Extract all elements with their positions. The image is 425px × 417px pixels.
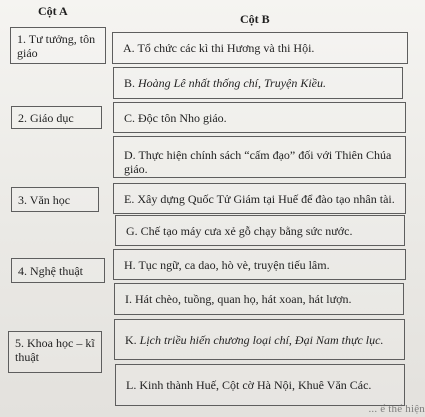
column-a-item-text: 2. Giáo dục xyxy=(18,110,74,125)
column-b-item-d xyxy=(113,136,406,178)
column-a-item-text: 4. Nghệ thuật xyxy=(18,263,83,278)
column-b-item-text: B. Hoàng Lê nhất thống chí, Truyện Kiều. xyxy=(124,76,327,90)
column-b-item-i xyxy=(114,283,404,315)
column-b-heading: Cột B xyxy=(240,12,270,26)
column-a-item-text: 3. Văn học xyxy=(18,192,71,207)
column-a-heading: Cột A xyxy=(38,4,68,18)
column-a-item-text: 5. Khoa học – kĩ thuật xyxy=(15,336,95,364)
column-b-item-h xyxy=(113,249,406,280)
column-b-item-text: E. Xây dựng Quốc Tử Giám tại Huế để đào tạo nhân tài. xyxy=(124,191,395,206)
column-b-item-text: I. Hát chèo, tuồng, quan họ, hát xoan, hát lượn. xyxy=(125,292,352,306)
column-b-item-text: C. Độc tôn Nho giáo. xyxy=(124,110,227,125)
column-a-item-2 xyxy=(11,106,102,129)
column-b-item-a xyxy=(112,32,408,64)
column-b-item-b xyxy=(113,67,403,99)
column-b-item-text: L. Kinh thành Huế, Cột cờ Hà Nội, Khuê Văn Các. xyxy=(126,378,372,392)
column-a-item-5 xyxy=(8,331,102,373)
column-a-item-1 xyxy=(10,27,106,64)
column-a-item-3 xyxy=(11,187,99,212)
column-b-item-k xyxy=(114,319,405,360)
column-b-item-text: H. Tục ngữ, ca dao, hò vè, truyện tiếu lâm. xyxy=(124,257,330,272)
column-a-item-4 xyxy=(11,258,105,283)
column-b-item-e xyxy=(113,183,406,214)
column-b-item-c xyxy=(113,102,406,133)
column-b-item-text: G. Chế tạo máy cưa xẻ gỗ chạy bằng sức nước. xyxy=(126,223,353,238)
column-b-item-g xyxy=(115,215,405,246)
cropped-footer-text: ... ể thể hiện xyxy=(368,403,425,415)
column-b-item-text: K. Lịch triều hiến chương loại chí, Đại Nam thực lục. xyxy=(125,332,384,347)
column-b-item-text: D. Thực hiện chính sách “cấm đạo” đối với Thiên Chúa giáo. xyxy=(124,148,392,176)
column-a-item-text: 1. Tư tưởng, tôn giáo xyxy=(17,32,96,60)
column-b-item-text: A. Tổ chức các kì thi Hương và thi Hội. xyxy=(123,41,315,55)
column-b-item-l xyxy=(115,364,405,406)
